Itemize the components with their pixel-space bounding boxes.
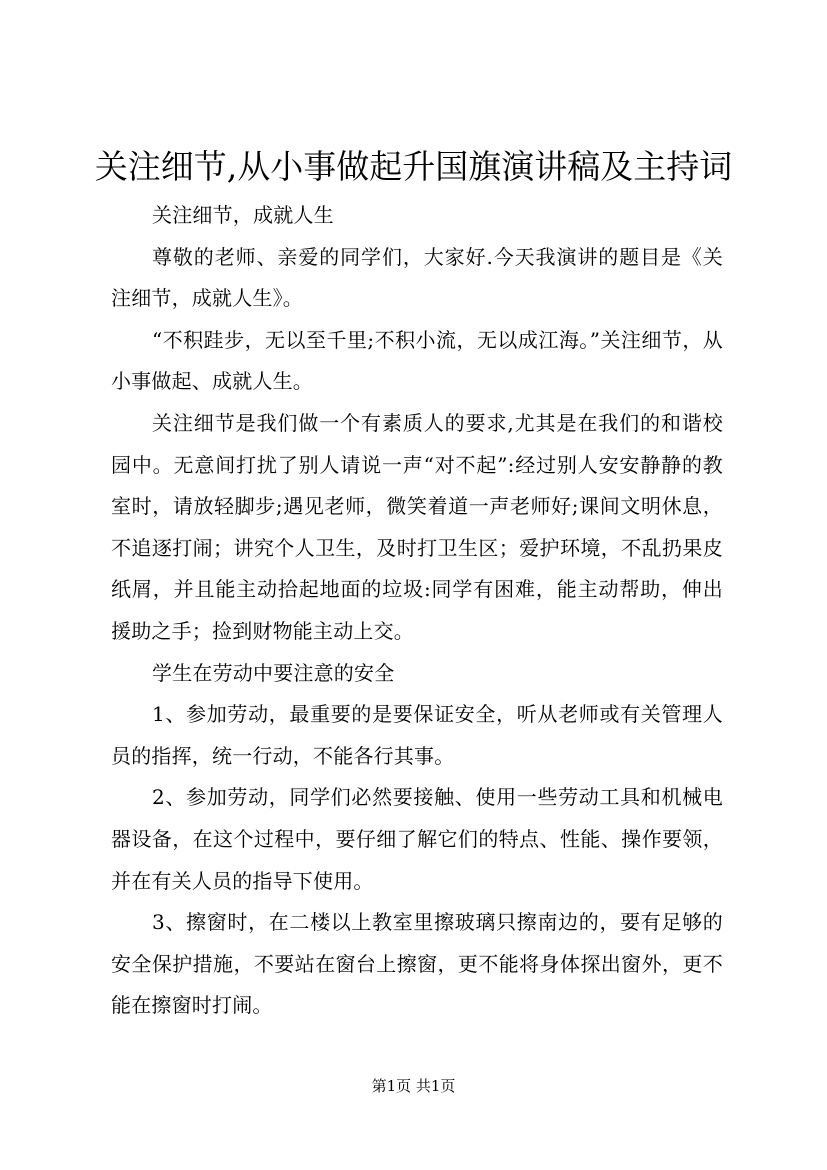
quote-paragraph: “不积跬步，无以至千里;不积小流，无以成江海。”关注细节，从小事做起、成就人生。 [111,327,723,394]
safety-heading: 学生在劳动中要注意的安全 [152,660,395,685]
details-paragraph: 关注细节是我们做一个有素质人的要求,尤其是在我们的和谐校园中。无意间打扰了别人请说一声“对不起”:经过别人安安静静的教室时，请放轻脚步;遇见老师，微笑着道一声老师好;课间文明休息，不追逐打闹；讲究个人卫生，及时打卫生区；爱护环境，不乱扔果皮纸屑，并且能主动拾起地面的垃圾:同学有困难，能主动帮助，伸出援助之手；捡到财物能主动上交。 [111,410,723,643]
document-title: 关注细节,从小事做起升国旗演讲稿及主持词 [94,147,733,186]
safety-item-1: 1、参加劳动，最重要的是要保证安全，听从老师或有关管理人员的指挥，统一行动，不能各行其事。 [111,702,723,768]
safety-item-2: 2、参加劳动，同学们必然要接触、使用一些劳动工具和机械电器设备，在这个过程中，要仔细了解它们的特点、性能、操作要领，并在有关人员的指导下使用。 [111,785,723,893]
greeting-paragraph: 尊敬的老师、亲爱的同学们，大家好.今天我演讲的题目是《关注细节，成就人生》。 [111,244,723,311]
document-body [111,195,723,1027]
page-footer: 第1页 共1页 [371,1077,456,1095]
subtitle-paragraph: 关注细节，成就人生 [152,203,334,227]
safety-item-3: 3、擦窗时，在二楼以上教室里擦玻璃只擦南边的，要有足够的安全保护措施，不要站在窗台上擦窗，更不能将身体探出窗外，更不能在擦窗时打闹。 [111,910,723,1018]
